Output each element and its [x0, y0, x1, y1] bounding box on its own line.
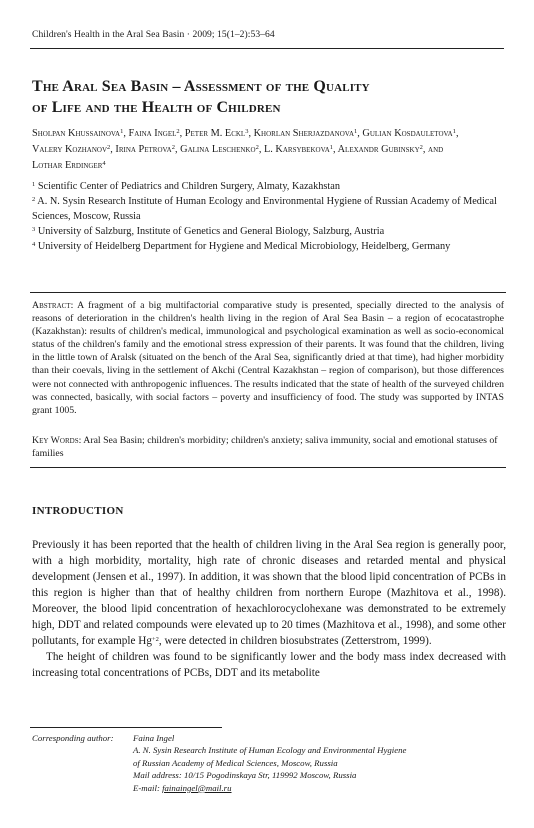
affiliation-1 [32, 179, 506, 194]
affiliation-marker: 4 [32, 241, 36, 248]
author-affiliation-marker: 1 [452, 128, 456, 135]
footnote-line: Faina Ingel [133, 733, 175, 743]
abstract-text: A fragment of a big multifactorial comparative study is presented, specially directed to the analysis of reasons of deterioration in the children's health living in the region of Aral Sea Basin – a region of ecocatastrophe (Kazakhstan): results of children's medical, immunological and psychological examination as well as socio-economical status of the children's family and the emotional stress expression of their parents. It was found that the children, living in the little town of Aralsk (situated on the bench of the Aral Sea, significantly dried at that time), had higher morbidity than their coevals, living in the settlement of Akchi (Central Kazakhstan – region of comparison), but those differences were not connected with anthropogenic influences. The results indicated that the state of health of the surveyed children was connected, basically, with social factors – poverty and insufficiency of food. The study was supported by INTAS grant 1005. [32, 300, 504, 416]
author-affiliation-marker: 2 [171, 144, 175, 151]
section-heading: INTRODUCTION [32, 505, 124, 517]
author-name-text: Lothar Erdinger [32, 160, 103, 171]
header-rule [30, 48, 504, 49]
author-name: Gulian Kosdauletova$^1$, [362, 128, 459, 139]
title-line: The Aral Sea Basin – Assessment of the Quality [32, 78, 370, 95]
email-link[interactable]: fainaingel@mail.ru [162, 782, 232, 793]
abstract-box [30, 292, 506, 468]
article-title [32, 76, 506, 118]
author-affiliation-marker: 1 [329, 144, 334, 151]
footnote-lines [133, 732, 505, 794]
keywords-text: Aral Sea Basin; children's morbidity; children's anxiety; saliva immunity, social and emotional statuses of families [32, 435, 498, 460]
footnote-email-line [133, 782, 505, 794]
affiliation-text: University of Salzburg, Institute of Genetics and General Biology, Salzburg, Austria [37, 226, 385, 237]
author-name: L. Karsybekova$^1$, [263, 144, 336, 155]
author-affiliation-marker: 2 [419, 144, 423, 151]
email-label: E-mail: [133, 782, 160, 793]
author-name-text: Khorlan Sherjazdanova [253, 128, 354, 139]
author-name: Khorlan Sherjazdanova$^1$, [253, 128, 360, 139]
keywords [32, 434, 504, 460]
paragraph-text: , were detected in children biosubstrates (Zetterstrom, 1999). [158, 635, 432, 647]
paragraph-1 [32, 537, 506, 649]
author-affiliation-marker: 2 [176, 128, 180, 135]
affiliation-marker: 1 [32, 181, 36, 188]
author-name: Irina Petrova$^2$, [115, 144, 178, 155]
author-name: Valery Kozhanov$^2$, [32, 144, 113, 155]
paragraph-text: Previously it has been reported that the health of children living in the Aral Sea region is generally poor, with a high morbidity, mortality, high rate of chronic diseases and retarded mental and physical development (Jensen et al., 1997). In addition, it was shown that the blood lipid concentration of PCBs in this region is higher than that of healthy children from northern Europe (Mazhitova et al., 1998). Moreover, the blood lipid concentration of hexachlorocyclohexane was demonstrated to be extremely high, DDT and related compounds were elevated up to 20 times (Mazhitova et al., 1998), and some other pollutants, for example Hg [32, 539, 506, 647]
author-name-text: Sholpan Khussainova [32, 128, 121, 139]
author-affiliation-marker: 4 [102, 160, 106, 167]
footnote-label: Corresponding author: [32, 733, 114, 743]
author-name: Faina Ingel$^2$, [128, 128, 183, 139]
author-name-text: Peter M. Eckl [184, 128, 246, 139]
author-affiliation-marker: 3 [245, 128, 249, 135]
introduction-body [32, 537, 506, 681]
author-name-text: Faina Ingel [128, 128, 177, 139]
author-list [32, 126, 506, 174]
abstract [32, 299, 504, 417]
author-affiliation-marker: 1 [354, 128, 358, 135]
affiliation-4 [32, 239, 506, 254]
author-name-text: Galina Leschenko [180, 144, 256, 155]
affiliation-text: University of Heidelberg Department for Hygiene and Medical Microbiology, Heidelberg, Germany [37, 241, 451, 252]
affiliation-text: A. N. Sysin Research Institute of Human Ecology and Environmental Hygiene of Russian Academy of Medical Sciences, Moscow, Russia [32, 196, 497, 222]
affiliation-marker: 2 [32, 196, 36, 203]
author-name-text: Alexandr Gubinsky [337, 144, 420, 155]
author-name: Peter M. Eckl$^3$, [184, 128, 252, 139]
affiliation-marker: 3 [32, 226, 36, 233]
author-name: Alexandr Gubinsky$^2$, and [337, 144, 444, 155]
keywords-label: Key Words: [32, 435, 82, 446]
affiliation-3 [32, 224, 506, 239]
affiliation-text: Scientific Center of Pediatrics and Children Surgery, Almaty, Kazakhstan [37, 181, 340, 192]
title-line: of Life and the Health of Children [32, 99, 281, 116]
abstract-label: Abstract: [32, 300, 74, 311]
superscript-charge: +2 [151, 636, 159, 643]
author-name-text: L. Karsybekova [263, 144, 330, 155]
author-name: Galina Leschenko$^2$, [180, 144, 262, 155]
footnote-line: of Russian Academy of Medical Sciences, Moscow, Russia [133, 757, 338, 768]
author-name: Sholpan Khussainova$^1$, [32, 128, 126, 139]
author-affiliation-marker: 2 [107, 144, 111, 151]
affiliation-2 [32, 194, 506, 224]
running-head: Children's Health in the Aral Sea Basin · 2009; 15(1–2):53–64 [32, 29, 275, 40]
footnote-line: Mail address: 10/15 Pogodinskaya Str, 119992 Moscow, Russia [133, 770, 357, 781]
author-affiliation-marker: 1 [120, 128, 124, 135]
author-name-text: Valery Kozhanov [32, 144, 107, 155]
author-name-text: Gulian Kosdauletova [362, 128, 453, 139]
paragraph-2: The height of children was found to be significantly lower and the body mass index decreased with increasing total concentrations of PCBs, DDT and its metabolite [32, 651, 506, 679]
affiliations [32, 179, 506, 254]
author-affiliation-marker: 2 [255, 144, 259, 151]
footnote-rule [30, 727, 222, 728]
author-name-text: Irina Petrova [115, 144, 172, 155]
author-name [32, 160, 106, 171]
footnote-line: A. N. Sysin Research Institute of Human Ecology and Environmental Hygiene [133, 745, 407, 756]
